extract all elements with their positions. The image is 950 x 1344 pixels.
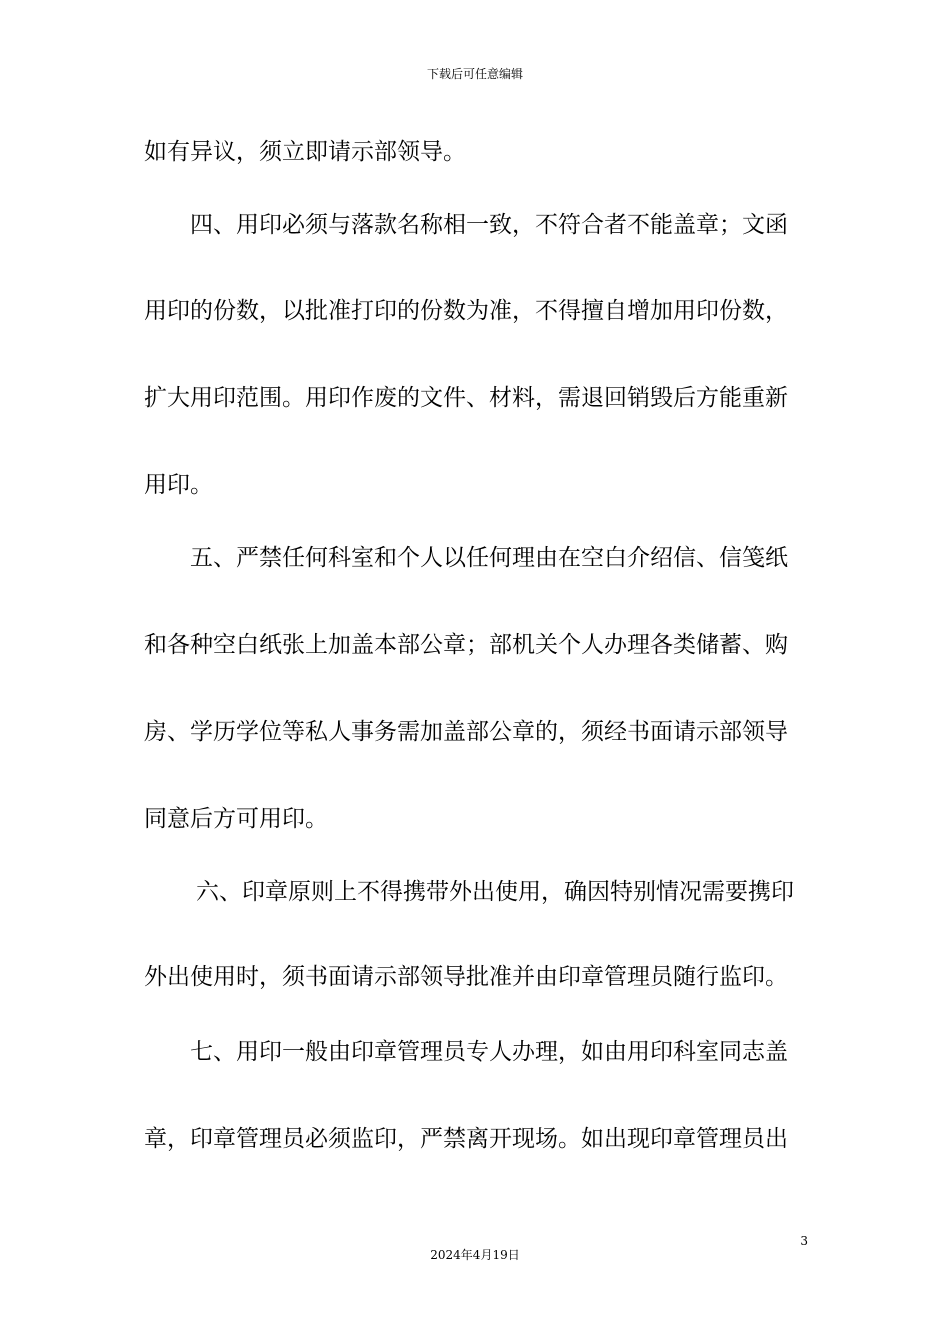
paragraph-line: 五、严禁任何科室和个人以任何理由在空白介绍信、信笺纸 [190,545,788,571]
paragraph-line: 章，印章管理员必须监印，严禁离开现场。如出现印章管理员出 [144,1126,788,1152]
paragraph-line: 用印。 [144,472,213,498]
paragraph-line: 同意后方可用印。 [144,806,328,832]
paragraph-line: 用印的份数，以批准打印的份数为准，不得擅自增加用印份数， [144,298,788,324]
paragraph-line: 和各种空白纸张上加盖本部公章；部机关个人办理各类储蓄、购 [144,632,788,658]
paragraph-line: 七、用印一般由印章管理员专人办理，如由用印科室同志盖 [190,1039,788,1065]
paragraph-line: 六、印章原则上不得携带外出使用，确因特别情况需要携印 [196,879,794,905]
paragraph-line: 扩大用印范围。用印作废的文件、材料，需退回销毁后方能重新 [144,385,788,411]
paragraph-line: 四、用印必须与落款名称相一致，不符合者不能盖章；文函 [190,212,788,238]
page-footer-date: 2024年4月19日 [430,1248,520,1262]
page-number: 3 [800,1234,808,1248]
page-header: 下载后可任意编辑 [426,67,523,81]
paragraph-line: 房、学历学位等私人事务需加盖部公章的，须经书面请示部领导 [144,719,788,745]
paragraph-line: 如有异议，须立即请示部领导。 [144,139,466,165]
paragraph-line: 外出使用时，须书面请示部领导批准并由印章管理员随行监印。 [144,964,788,990]
